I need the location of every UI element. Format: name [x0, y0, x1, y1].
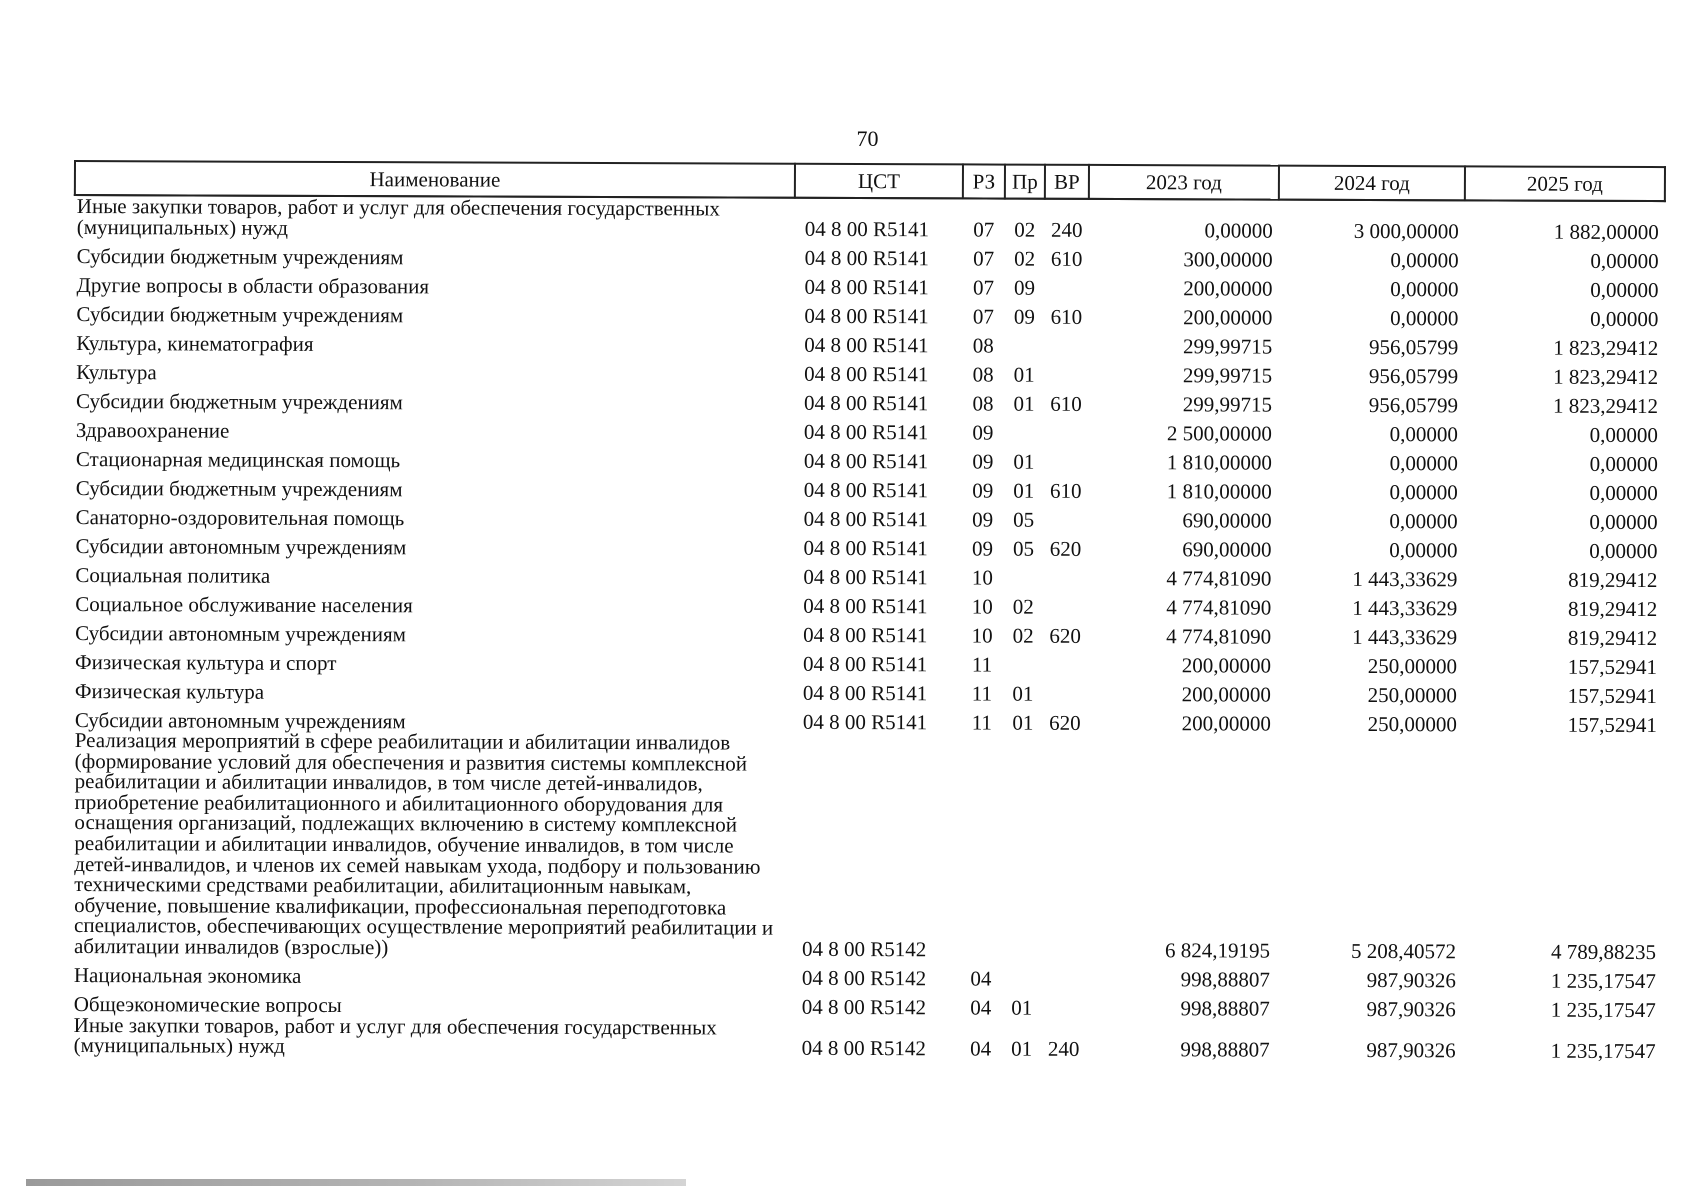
table-body — [72, 195, 1665, 1062]
cell-2023: 200,00000 — [1183, 305, 1273, 330]
cell-2023: 200,00000 — [1181, 711, 1271, 736]
cell-rz: 10 — [971, 565, 993, 590]
cell-2023: 0,00000 — [1204, 218, 1273, 243]
cell-2024: 956,05799 — [1368, 393, 1459, 418]
cell-cst: 04 8 00 R5142 — [801, 1035, 926, 1060]
cell-vr: 240 — [1047, 1036, 1080, 1061]
cell-2025: 1 882,00000 — [1553, 219, 1659, 245]
cell-name: Субсидии бюджетным учреждениям — [76, 301, 404, 327]
cell-cst: 04 8 00 R5141 — [804, 361, 929, 387]
cell-cst: 04 8 00 R5142 — [801, 965, 927, 990]
cell-vr — [1043, 560, 1087, 589]
cell-2023: 200,00000 — [1181, 682, 1272, 707]
cell-vr — [1044, 270, 1088, 299]
cell-2023: 4 774,81090 — [1166, 566, 1272, 591]
cell-2024: 1 443,33629 — [1352, 596, 1458, 621]
cell-name: Субсидии автономным учреждениям — [75, 620, 407, 646]
cell-2025: 0,00000 — [1589, 509, 1658, 535]
budget-table — [71, 160, 1666, 1062]
cell-pr — [1002, 960, 1042, 989]
cell-2025: 0,00000 — [1589, 422, 1659, 448]
cell-rz: 08 — [972, 333, 994, 358]
cell-2024: 956,05799 — [1368, 364, 1459, 389]
cell-2024: 250,00000 — [1367, 683, 1458, 708]
cell-name: Реализация мероприятий в сфере реабилитации и абилитации инвалидов (формирование условий для обеспечения и развития системы комплексной реабилитации и абилитации инвалидов, в том числе детей-инвалидов, приобретение реабилитационного и абилитационного оборудования для оснащения организаций, подлежащих включению в систему комплексной реабилитации и абилитации инвалидов, обучение инвалидов, в том числе детей-инвалидов, и членов их семей навыкам ухода, подбору и пользованию техническими средствами реабилитации, абилитационным навыкам, обучение, повышение квалификации, профессиональная переподготовка специалистов, обеспечивающих осуществление мероприятий реабилитации и абилитации инвалидов (взрослые)) — [73, 728, 774, 960]
cell-name: Субсидии автономным учреждениям — [75, 533, 407, 559]
cell-pr: 05 — [1012, 536, 1035, 561]
cell-2023: 6 824,19195 — [1164, 937, 1271, 963]
cell-cst: 04 8 00 R5141 — [803, 593, 928, 619]
cell-vr — [1044, 357, 1088, 386]
cell-cst: 04 8 00 R5141 — [802, 680, 928, 706]
cell-2025: 1 235,17547 — [1550, 997, 1656, 1022]
cell-2025: 819,29412 — [1567, 625, 1658, 651]
cell-cst: 04 8 00 R5141 — [803, 506, 928, 532]
cell-vr: 620 — [1049, 536, 1082, 562]
cell-2023: 998,88807 — [1180, 995, 1270, 1021]
cell-2025: 157,52941 — [1567, 683, 1657, 709]
cell-pr — [1003, 647, 1043, 676]
cell-2024: 1 443,33629 — [1352, 567, 1458, 592]
cell-2024: 0,00000 — [1390, 306, 1459, 331]
cell-2025: 1 823,29412 — [1553, 364, 1659, 390]
cell-rz: 09 — [972, 449, 994, 474]
cell-rz: 11 — [971, 710, 993, 735]
cell-name: Социальное обслуживание населения — [75, 591, 413, 617]
header-year-2023: 2023 год — [1089, 165, 1279, 200]
header-year-2025: 2025 год — [1465, 166, 1665, 201]
cell-2025: 0,00000 — [1589, 480, 1658, 506]
cell-2024: 0,00000 — [1389, 480, 1458, 505]
cell-rz: 08 — [972, 362, 994, 387]
table-row — [75, 195, 1665, 243]
header-name: Наименование — [75, 161, 795, 198]
cell-2024: 250,00000 — [1367, 654, 1458, 679]
cell-vr — [1044, 415, 1088, 444]
cell-cst: 04 8 00 R5141 — [804, 332, 929, 358]
cell-cst: 04 8 00 R5141 — [804, 390, 929, 416]
cell-pr: 02 — [1012, 594, 1034, 619]
cell-vr — [1044, 328, 1088, 357]
cell-name: Здравоохранение — [75, 417, 230, 443]
cell-name: Культура — [76, 359, 157, 384]
cell-rz: 07 — [973, 217, 995, 242]
cell-2024: 0,00000 — [1389, 509, 1458, 534]
cell-pr: 01 — [1013, 449, 1035, 474]
cell-vr: 620 — [1049, 710, 1081, 736]
cell-name: Субсидии автономным учреждениям — [74, 707, 406, 733]
cell-name: Общеэкономические вопросы — [73, 991, 342, 1017]
cell-rz: 07 — [972, 275, 995, 300]
cell-vr: 610 — [1050, 391, 1082, 417]
cell-name: Социальная политика — [75, 562, 271, 588]
cell-rz: 08 — [972, 391, 994, 416]
cell-vr — [1042, 960, 1086, 989]
cell-2024: 956,05799 — [1368, 335, 1459, 360]
cell-2024: 1 443,33629 — [1352, 625, 1458, 650]
cell-2024: 250,00000 — [1367, 712, 1457, 737]
cell-2023: 4 774,81090 — [1166, 624, 1272, 649]
cell-2023: 998,88807 — [1180, 1036, 1270, 1062]
cell-2025: 0,00000 — [1590, 277, 1659, 303]
cell-cst: 04 8 00 R5141 — [803, 564, 928, 590]
cell-2024: 987,90326 — [1366, 996, 1456, 1021]
cell-vr — [1043, 676, 1087, 705]
cell-2024: 0,00000 — [1389, 422, 1459, 447]
cell-cst: 04 8 00 R5141 — [803, 651, 928, 677]
cell-pr: 09 — [1013, 275, 1036, 300]
cell-2025: 1 823,29412 — [1553, 335, 1659, 361]
cell-cst: 04 8 00 R5141 — [803, 622, 928, 648]
table-row — [72, 730, 1663, 962]
cell-2023: 690,00000 — [1182, 508, 1272, 533]
cell-vr: 610 — [1050, 304, 1083, 330]
cell-2023: 299,99715 — [1182, 392, 1273, 417]
cell-name: Субсидии бюджетным учреждениям — [76, 388, 403, 414]
cell-name: Физическая культура и спорт — [75, 649, 337, 675]
cell-rz: 09 — [972, 507, 994, 532]
cell-2023: 1 810,00000 — [1166, 450, 1272, 475]
cell-cst: 04 8 00 R5141 — [803, 477, 929, 503]
cell-vr: 240 — [1050, 217, 1083, 243]
cell-vr — [1044, 502, 1088, 531]
cell-rz — [960, 734, 1003, 961]
cell-2025: 1 235,17547 — [1550, 968, 1656, 993]
cell-2025: 0,00000 — [1589, 451, 1658, 477]
cell-rz: 10 — [971, 594, 993, 619]
cell-vr: 620 — [1049, 623, 1081, 649]
cell-rz: 07 — [972, 304, 994, 329]
cell-2024: 5 208,40572 — [1350, 938, 1457, 963]
cell-2024: 987,90326 — [1366, 967, 1456, 992]
cell-rz: 04 — [970, 965, 992, 991]
cell-pr: 09 — [1013, 304, 1035, 329]
cell-name: Субсидии бюджетным учреждениям — [76, 243, 404, 269]
header-pr: Пр — [1005, 165, 1045, 199]
cell-name: Иные закупки товаров, работ и услуг для обеспечения государственных (муниципальных) нужд — [73, 1012, 717, 1058]
cell-name: Другие вопросы в области образования — [76, 272, 430, 298]
cell-2024: 0,00000 — [1390, 248, 1459, 273]
cell-2025: 819,29412 — [1567, 596, 1658, 622]
cell-rz: 04 — [970, 1036, 992, 1061]
budget-sheet — [71, 160, 1664, 1062]
cell-cst: 04 8 00 R5141 — [804, 274, 929, 300]
cell-2023: 690,00000 — [1182, 537, 1272, 562]
cell-pr: 01 — [1012, 710, 1034, 735]
scan-edge-bar — [26, 1179, 686, 1186]
cell-cst: 04 8 00 R5141 — [804, 245, 929, 271]
cell-cst: 04 8 00 R5142 — [801, 994, 927, 1019]
header-rz: РЗ — [963, 164, 1005, 198]
cell-2024: 0,00000 — [1389, 451, 1458, 476]
cell-vr: 610 — [1049, 478, 1082, 504]
cell-vr — [1043, 647, 1087, 676]
cell-name: Национальная экономика — [73, 962, 302, 988]
cell-2023: 998,88807 — [1180, 966, 1270, 992]
cell-name: Санаторно-оздоровительная помощь — [75, 504, 405, 530]
cell-vr: 610 — [1050, 246, 1083, 272]
header-year-2024: 2024 год — [1279, 166, 1465, 201]
cell-2023: 299,99715 — [1182, 334, 1273, 359]
page-number: 70 — [856, 126, 879, 151]
cell-cst: 04 8 00 R5141 — [804, 303, 929, 329]
cell-rz: 11 — [971, 652, 993, 677]
cell-pr: 01 — [1013, 478, 1035, 503]
cell-rz: 09 — [972, 478, 994, 503]
table-row — [72, 1015, 1662, 1062]
cell-rz: 10 — [971, 623, 993, 648]
cell-pr: 05 — [1013, 507, 1035, 532]
cell-2024: 0,00000 — [1390, 277, 1459, 302]
cell-cst: 04 8 00 R5141 — [803, 419, 929, 445]
cell-pr: 01 — [1012, 681, 1034, 706]
cell-cst: 04 8 00 R5141 — [803, 535, 928, 561]
cell-pr: 01 — [1013, 362, 1035, 387]
cell-2023: 1 810,00000 — [1166, 479, 1272, 504]
cell-cst: 04 8 00 R5141 — [803, 448, 929, 474]
cell-2024: 3 000,00000 — [1353, 219, 1459, 244]
cell-2023: 200,00000 — [1181, 653, 1272, 678]
cell-rz: 09 — [971, 536, 994, 561]
cell-2025: 0,00000 — [1590, 306, 1659, 332]
cell-rz: 11 — [971, 681, 993, 706]
cell-pr — [1002, 734, 1043, 961]
cell-name: Субсидии бюджетным учреждениям — [75, 475, 403, 501]
cell-rz: 07 — [973, 246, 995, 271]
cell-2023: 300,00000 — [1183, 247, 1273, 272]
cell-2025: 1 823,29412 — [1553, 393, 1659, 419]
header-vr: ВР — [1045, 165, 1089, 199]
cell-2023: 299,99715 — [1182, 363, 1273, 388]
cell-pr: 02 — [1012, 623, 1034, 648]
cell-2025: 157,52941 — [1567, 654, 1658, 680]
cell-name: Физическая культура — [74, 678, 265, 704]
cell-2025: 0,00000 — [1590, 248, 1659, 274]
cell-cst: 04 8 00 R5142 — [801, 936, 927, 961]
cell-pr: 02 — [1014, 217, 1036, 242]
cell-pr — [1004, 415, 1044, 444]
cell-2025: 4 789,88235 — [1550, 939, 1657, 964]
cell-vr — [1042, 734, 1087, 961]
cell-pr: 01 — [1011, 995, 1033, 1020]
cell-name: Стационарная медицинская помощь — [75, 446, 401, 472]
cell-2024: 0,00000 — [1389, 538, 1458, 563]
header-cst: ЦСТ — [795, 164, 963, 199]
cell-2025: 0,00000 — [1589, 538, 1658, 564]
cell-2024: 987,90326 — [1366, 1037, 1456, 1062]
cell-rz: 09 — [972, 420, 994, 445]
cell-rz: 04 — [970, 994, 992, 1020]
cell-cst: 04 8 00 R5141 — [802, 709, 928, 735]
cell-name: Иные закупки товаров, работ и услуг для обеспечения государственных (муниципальных) нужд — [76, 194, 720, 240]
cell-name: Культура, кинематография — [76, 330, 314, 356]
cell-2025: 819,29412 — [1568, 567, 1658, 593]
cell-2023: 200,00000 — [1183, 276, 1273, 301]
cell-vr — [1044, 444, 1088, 473]
cell-2025: 157,52941 — [1567, 712, 1657, 738]
cell-pr: 02 — [1014, 246, 1036, 271]
cell-2025: 1 235,17547 — [1550, 1038, 1656, 1063]
cell-2023: 2 500,00000 — [1166, 421, 1273, 446]
cell-pr — [1003, 560, 1043, 589]
cell-pr — [1004, 328, 1044, 357]
cell-cst: 04 8 00 R5141 — [804, 216, 930, 242]
cell-vr — [1043, 589, 1087, 618]
cell-vr — [1042, 989, 1086, 1018]
cell-pr: 01 — [1011, 1036, 1033, 1061]
cell-pr: 01 — [1013, 391, 1035, 416]
cell-2023: 4 774,81090 — [1166, 595, 1272, 620]
